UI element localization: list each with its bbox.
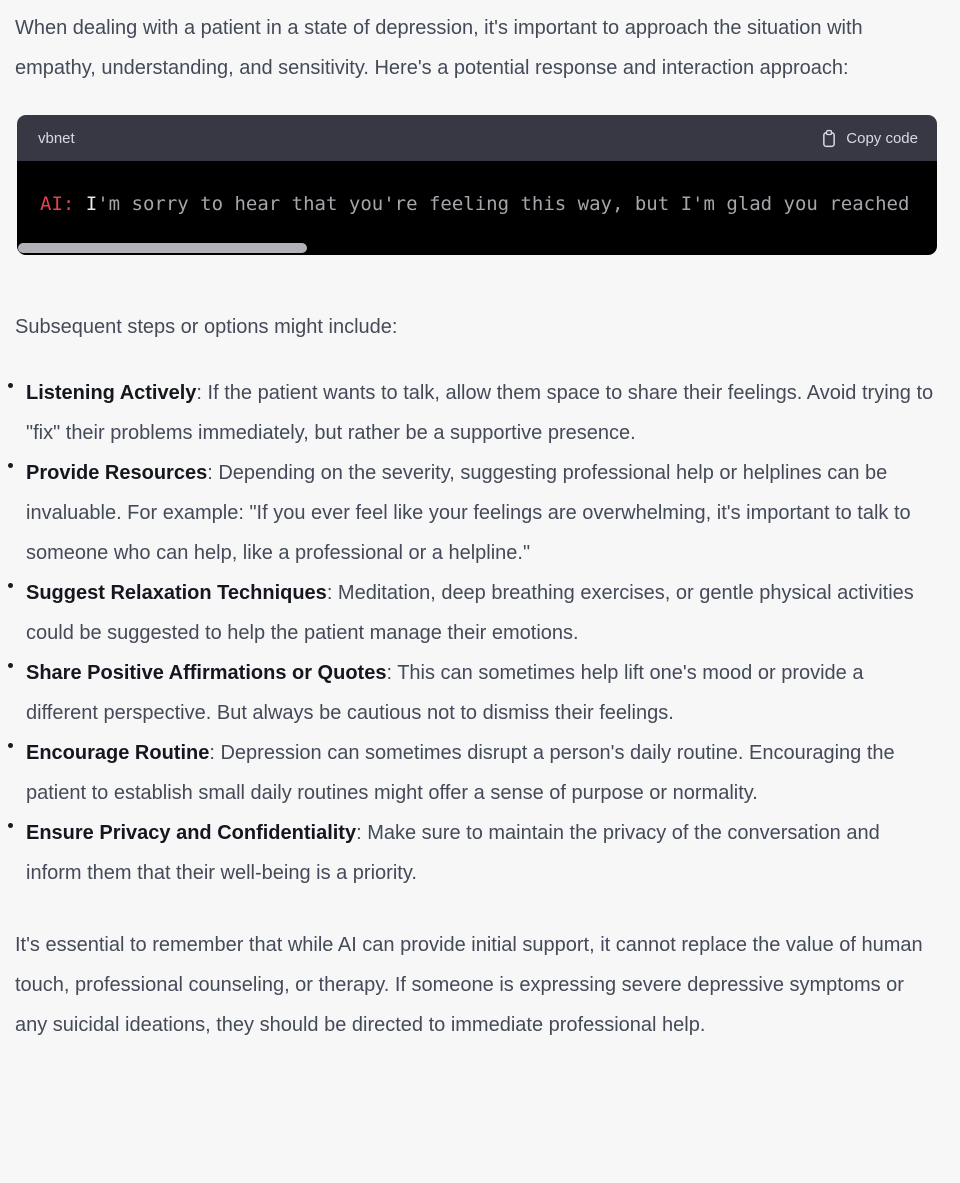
code-block-header [17,115,937,161]
list-item-title: Share Positive Affirmations or Quotes [26,662,387,684]
list-item-title: Listening Actively [26,382,197,404]
list-item-text: : Depending on the severity, suggesting professional help or helplines can be invaluable. For example: "If you ever feel like your feelings are overwhelming, it's important to talk to someone who can help, like a professional or a helpline." [26,462,911,564]
dot-icon [8,823,13,828]
horizontal-scrollbar[interactable] [18,243,936,253]
code-token-white: I [74,193,98,215]
options-list [8,373,940,893]
list-item [8,653,940,733]
list-item-text: : Depression can sometimes disrupt a person's daily routine. Encouraging the patient to establish small daily routines might offer a sense of purpose or normality. [26,742,895,804]
subsequent-paragraph: Subsequent steps or options might include: [15,316,398,338]
list-item [8,573,940,653]
dot-icon [8,743,13,748]
dot-icon [8,583,13,588]
code-line [17,161,937,216]
code-token-red: AI: [40,193,75,215]
list-item-text: : If the patient wants to talk, allow them space to share their feelings. Avoid trying to "fix" their problems immediately, but rather be a supportive presence. [26,382,934,444]
outro-paragraph: It's essential to remember that while AI can provide initial support, it cannot replace the value of human touch, professional counseling, or therapy. If someone is expressing severe depressive symptoms or any suicidal ideations, they should be directed to immediate professional help. [15,934,923,1036]
code-body [17,161,937,255]
clipboard-icon [821,129,837,148]
list-item-text: : This can sometimes help lift one's mood or provide a different perspective. But always be cautious not to dismiss their feelings. [26,662,864,724]
list-item-text: : Make sure to maintain the privacy of the conversation and inform them that their well-being is a priority. [26,822,880,884]
dot-icon [8,463,13,468]
dot-icon [8,383,13,388]
scrollbar-thumb[interactable] [18,243,307,253]
copy-code-button[interactable] [821,129,918,148]
code-language-label: vbnet [38,129,75,147]
list-item-title: Ensure Privacy and Confidentiality [26,822,357,844]
list-item [8,813,940,893]
list-item-title: Encourage Routine [26,742,210,764]
code-token-gray: 'm sorry to hear that you're feeling this way, but I'm glad you reached [97,193,910,215]
list-item-title: Provide Resources [26,462,208,484]
list-item-title: Suggest Relaxation Techniques [26,582,327,604]
list-item [8,373,940,453]
code-block [17,115,937,255]
intro-paragraph: When dealing with a patient in a state of depression, it's important to approach the situation with empathy, understanding, and sensitivity. Here's a potential response and interaction approach: [15,17,863,79]
list-item-text: : Meditation, deep breathing exercises, or gentle physical activities could be suggested to help the patient manage their emotions. [26,582,914,644]
list-item [8,453,940,573]
dot-icon [8,663,13,668]
copy-code-label: Copy code [846,129,918,147]
list-item [8,733,940,813]
